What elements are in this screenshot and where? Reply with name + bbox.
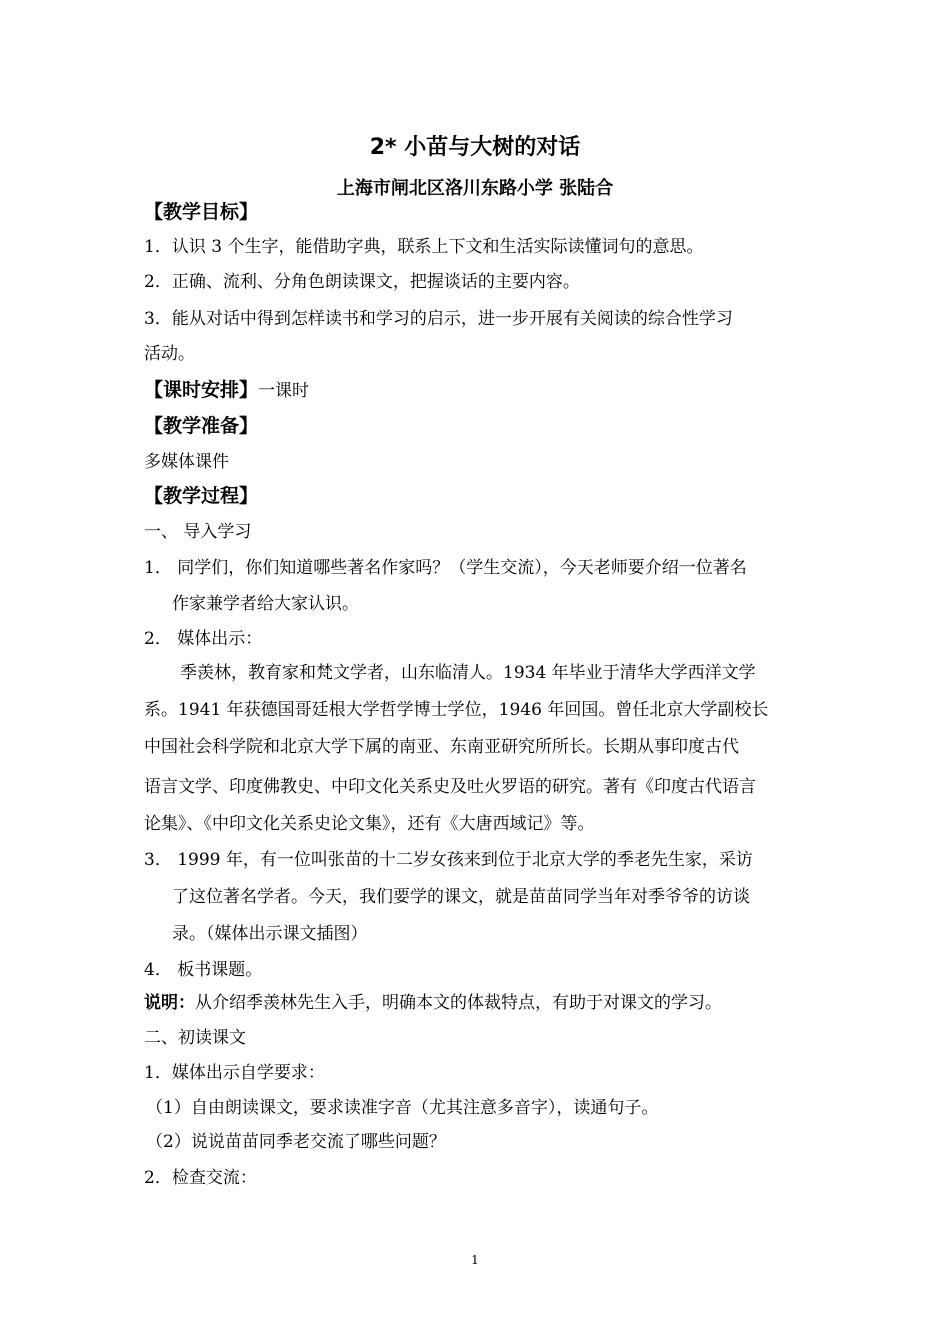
note-label: 说明： (144, 993, 195, 1013)
process-heading: 【教学过程】 (144, 485, 259, 507)
section-2-item-1: 1．媒体出示自学要求： (144, 1063, 325, 1083)
schedule-line (144, 378, 309, 403)
step-3-line-3: 录。（媒体出示课文插图） (172, 924, 368, 944)
bio-line-3: 中国社会科学院和北京大学下属的南亚、东南亚研究所所长。长期从事印度古代 (144, 737, 739, 757)
page-number: 1 (471, 1253, 479, 1267)
document-title: 2* 小苗与大树的对话 (369, 135, 581, 160)
bio-line-4: 语言文学、印度佛教史、中印文化关系史及吐火罗语的研究。著有《印度古代语言 (144, 777, 756, 797)
schedule-heading: 【课时安排】 (144, 379, 259, 401)
author-line: 上海市闸北区洛川东路小学 张陆合 (336, 178, 614, 199)
section-2-item-2: 2．检查交流： (144, 1168, 257, 1188)
step-1-line-1: 1． 同学们，你们知道哪些著名作家吗？（学生交流），今天老师要介绍一位著名 (144, 558, 747, 578)
prep-heading: 【教学准备】 (144, 415, 259, 437)
step-1-line-2: 作家兼学者给大家认识。 (172, 594, 359, 614)
note-text: 从介绍季羡林先生入手，明确本文的体裁特点，有助于对课文的学习。 (195, 993, 722, 1013)
step-3-line-2: 了这位著名学者。今天，我们要学的课文，就是苗苗同学当年对季爷爷的访谈 (172, 887, 750, 907)
section-2-item-1a: （1）自由朗读课文，要求读准字音（尤其注意多音字），读通句子。 (146, 1098, 659, 1118)
bio-line-1: 季羡林，教育家和梵文学者，山东临清人。1934 年毕业于清华大学西洋文学 (180, 663, 756, 683)
section-2-heading: 二、初读课文 (144, 1028, 246, 1048)
goals-heading: 【教学目标】 (144, 201, 259, 223)
bio-line-2: 系。1941 年获德国哥廷根大学哲学博士学位，1946 年回国。曾任北京大学副校长 (144, 700, 769, 720)
goal-item-3: 3．能从对话中得到怎样读书和学习的启示，进一步开展有关阅读的综合性学习 (144, 309, 733, 329)
section-2-item-1b: （2）说说苗苗同季老交流了哪些问题？ (146, 1132, 446, 1152)
step-3-line-1: 3． 1999 年，有一位叫张苗的十二岁女孩来到位于北京大学的季老先生家，采访 (144, 850, 753, 870)
section-1-heading: 一、 导入学习 (144, 522, 252, 542)
note-line (144, 991, 722, 1015)
prep-value: 多媒体课件 (144, 452, 229, 472)
goal-item-3-cont: 活动。 (144, 344, 195, 364)
step-4: 4． 板书课题。 (144, 960, 263, 980)
step-2: 2． 媒体出示： (144, 629, 263, 649)
goal-item-2: 2．正确、流利、分角色朗读课文，把握谈话的主要内容。 (144, 272, 580, 292)
goal-item-1: 1．认识 3 个生字，能借助字典，联系上下文和生活实际读懂词句的意思。 (144, 237, 704, 257)
schedule-value: 一课时 (258, 381, 310, 401)
bio-line-5: 论集》、《中印文化关系史论文集》，还有《大唐西域记》等。 (144, 814, 595, 834)
